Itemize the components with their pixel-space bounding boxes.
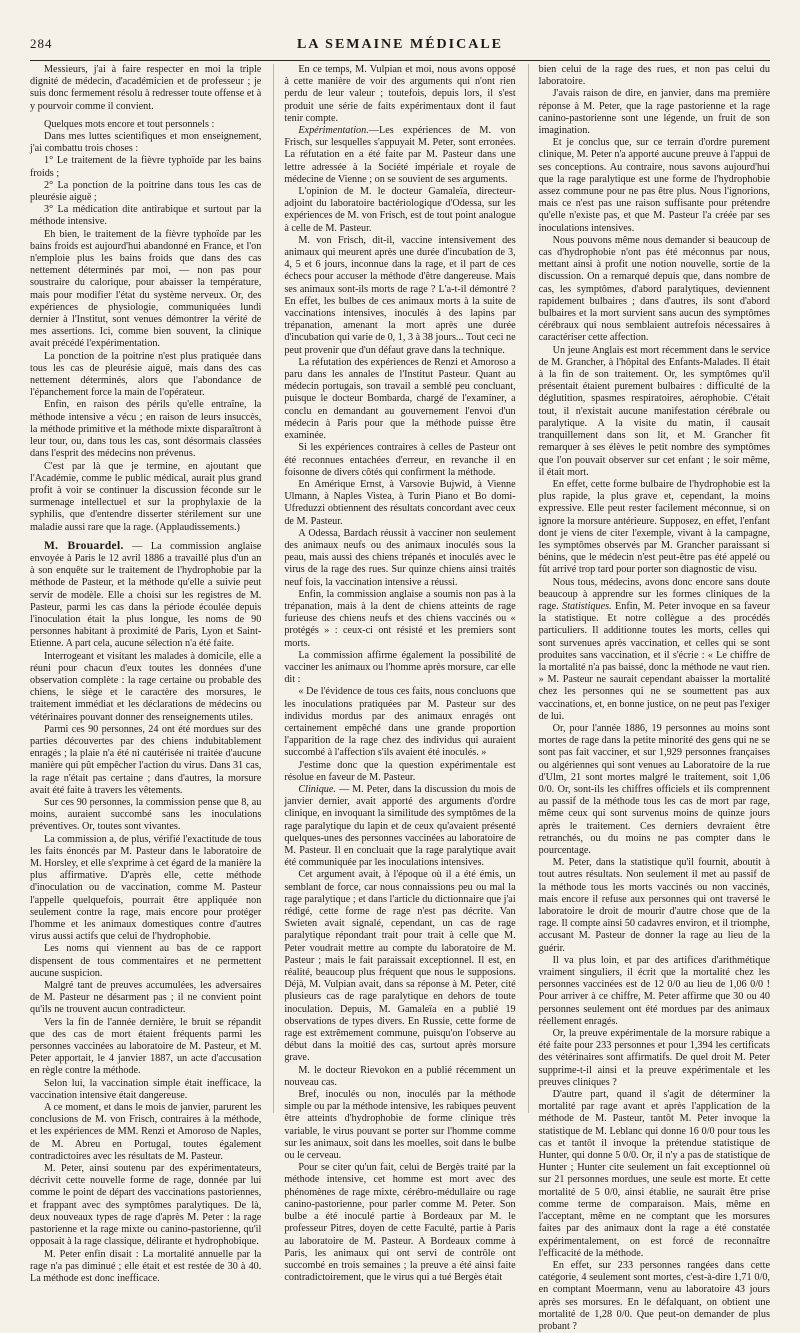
section-text: —Les expériences de M. von Frisch, sur lesquelles s'appuyait M. Peter, sont erronées. La réfutation en a été faite par M. Pasteur dans une lettre adressée à la Société impériale et royale de médecine de Vienne ; on se souvient de ses arguments. (284, 125, 516, 185)
paragraph: Nous pouvons même nous demander si beaucoup de cas d'hydrophobie n'ont pas été méconnus par nous, mettant ainsi à profit une notion nouvelle, sortie de la discussion. On a remarqué depuis que, dans nombre de cas, les symptômes, d'abord paralytiques, deviennent rapidement bulbaires ; dans d'autres, ils sont d'abord bulbaires et la mort survient sans aucun des symptômes cérébraux qui nous semblaient autrefois nécessaires à caractériser cette affection. (538, 234, 770, 344)
paragraph: Enfin, la commission anglaise a soumis non pas à la trépanation, mais à la dent de chiens atteints de rage furieuse des chiens neufs et des chiens vaccinés ou « protégés » : ceux-ci ont résisté et les premiers sont morts. (284, 588, 516, 649)
paragraph: Enfin, en raison des périls qu'elle entraîne, la méthode intensive a vécu ; en raison de leurs insuccès, la méthode primitive et la méthode mixte disparaîtront à leur tour, ou, dans tous les cas, sont désormais classées dans l'esprit des médecins non prévenus. (30, 399, 262, 460)
paragraph: La réfutation des expériences de Renzi et Amoroso a paru dans les annales de l'Institut Pasteur. Quant au médecin portugais, son travail a semblé peu concluant, puisque le docteur Bombarda, chargé de l'examiner, a conclu en demandant au gouvernement l'envoi d'un médecin à Paris pour que la méthode puisse être examinée. (284, 356, 516, 442)
paragraph: Bref, inoculés ou non, inoculés par la méthode simple ou par la méthode intensive, les rabiques peuvent être atteints d'hydrophobie de forme clinique très variable, le virus pouvant se porter sur l'homme comme sur les animaux, soit dans les moelles, soit dans le bulbe ou le cerveau. (284, 1089, 516, 1162)
column-2 (273, 64, 516, 1284)
column-3 (528, 64, 770, 1332)
paragraph: bien celui de la rage des rues, et non pas celui du laboratoire. (538, 64, 770, 88)
paragraph: La commission affirme également la possibilité de vacciner les animaux ou l'homme après morsure, car elle dit : (284, 649, 516, 686)
paragraph: Messieurs, j'ai à faire respecter en moi la triple dignité de médecin, d'académicien et de professeur ; je suis donc fermement résolu à redresser toute offense et à y pourvoir comme il convient. (30, 64, 262, 112)
paragraph: Malgré tant de preuves accumulées, les adversaires de M. Pasteur ne désarment pas ; il ne convient point qu'ils ne trouvent aucun contradicteur. (30, 980, 262, 1016)
paragraph: J'avais raison de dire, en janvier, dans ma première réponse à M. Peter, que la rage pastorienne et la rage canino-pastorienne sont une légende, un fruit de son imagination. (538, 88, 770, 137)
speech-text: — La commission anglaise envoyée à Paris le 12 avril 1886 a travaillé plus d'un an à son enquête sur le traitement de l'hydrophobie par la méthode de Pasteur, et la méthode qu'elle a suivie peut servir de modèle. Elle a choisi sur les registres de M. Pasteur, parmi les cas dans la période écoulée depuis l'inoculation était la plus longue, les noms de 90 personnes habitant à proximité de Paris, Lyon et Saint-Etienne. A part cela, aucune sélection n'a été faite. (30, 540, 262, 650)
paragraph: M. Peter enfin disait : La mortalité annuelle par la rage n'a pas diminué ; elle était et est restée de 30 à 40. La méthode est donc inefficace. (30, 1248, 262, 1284)
paragraph: Si les expériences contraires à celles de Pasteur ont été reconnues entachées d'erreur, en revanche il en foisonne de divers côtés qui confirment la méthode. (284, 442, 516, 478)
paragraph: En effet, cette forme bulbaire de l'hydrophobie est la plus rapide, la plus grave et, cependant, la moins expressive. Elle peut rester facilement méconnue, si on ignore la morsure antérieure. Supposez, en effet, l'enfant dont je viens de citer l'exemple, vivant à la campagne, les symptômes observés par M. Grancher paraissant si bénins, que le médecin n'est peut-être pas été appelé ou fût arrivé trop tard pour porter son diagnostic de visu. (538, 478, 770, 576)
speaker-paragraph (30, 540, 261, 651)
speaker-name: M. Brouardel. (44, 539, 124, 552)
column-1 (30, 64, 262, 1284)
quotation: « De l'évidence de tous ces faits, nous concluons que les inoculations pratiquées par M. Pasteur sur des individus mordus par des animaux enragés ont certainement empêché dans une grande proportion l'apparition de la rage chez des individus qui auraient succombé à l'affection s'ils avaient été inoculés. » (284, 686, 516, 759)
paragraph: C'est par là que je termine, en ajoutant que l'Académie, comme le public médical, aurait plus grand profit à voir se continuer la discussion féconde sur le surmenage intellectuel et sur la prophylaxie de la syphilis, que d'entendre disserter stérilement sur une maladie aussi rare que la rage. (Applaudissements.) (30, 460, 262, 533)
paragraph: Dans mes luttes scientifiques et mon enseignement, j'ai combattu trois choses : (30, 131, 262, 155)
section-lead: Statistiques. (562, 600, 612, 612)
paragraph: En Amérique Ernst, à Varsovie Bujwid, à Vienne Ulmann, à Naples Vistea, à Turin Piano et Bo domi-Ufreduzzi obtiennent des résultats concordant avec ceux de M. Pasteur. (284, 478, 516, 527)
paragraph: Et je conclus que, sur ce terrain d'ordre purement clinique, M. Peter n'a apporté aucune preuve à l'appui de ses conceptions. Au contraire, nous savons aujourd'hui que la rage paralytique est une forme de l'hydrophobie assez commune pour ne pas être plus. Nous l'ignorions, mais ce n'est pas une raison suffisante pour prétendre qu'elle n'existe pas, et que M. Pasteur l'a créée par ses inoculations intensives. (538, 137, 770, 234)
section-paragraph (284, 784, 515, 869)
paragraph: Interrogeant et visitant les malades à domicile, elle a réuni pour chacun d'eux toutes les données d'une observation complète : la rage certaine ou probable des chiens, le siège et le caractère des morsures, le traitement immédiat et les déclarations de médecins ou vétérinaires pouvant donner des renseignements utiles. (30, 650, 262, 723)
paragraph: M. Peter, dans la statistique qu'il fournit, aboutit à tout autres résultats. Non seulement il met au passif de la méthode tous les morts vaccinés ou non vaccinés, mais encore il refuse aux personnes qui ont traversé le laboratoire le droit de mourir d'autre chose que de la rage. Il compte ainsi 50 cadavres environ, et il triomphe, accusant M. Pasteur de donner la rage au lieu de la guérir. (538, 857, 770, 954)
paragraph: J'estime donc que la question expérimentale est résolue en faveur de M. Pasteur. (284, 759, 516, 783)
paragraph: 1° Le traitement de la fièvre typhoïde par les bains froids ; (30, 155, 262, 179)
section-lead: Clinique. (298, 783, 336, 795)
paragraph: 3° La médication dite antirabique et surtout par la méthode intensive. (30, 204, 262, 228)
paragraph: A Odessa, Bardach réussit à vacciner non seulement des animaux neufs ou des animaux inoculés sous la peau, mais aussi des chiens trépanés et inoculés avec le virus de la rage des rues. Sur quinze chiens ainsi traités neuf fois, la vaccination intensive a réussi. (284, 527, 516, 588)
section-text: Enfin, M. Peter invoque en sa faveur la statistique. Et notre collègue a des procédés particuliers. Il additionne toutes les morts, celles qui sont survenues après vaccination, et celles qui se sont produites sans vaccination, et il s'écrie : « Le chiffre de la mortalité n'a pas baissé, donc la méthode ne vaut rien. » M. Pasteur ne saurait cependant abaisser la mortalité chez les personnes qui ne se soumettent pas aux vaccinations, et, en bonne justice, on ne peut pas l'exiger de lui. (538, 600, 770, 722)
paragraph (539, 577, 770, 723)
paragraph: M. Peter, ainsi soutenu par des expérimentateurs, décrivit cette nouvelle forme de rage, donnée par lui comme le point de départ des vaccinations pastoriennes, et frappant avec des symptômes paralytiques. De là, deux nouveaux types de rage d'après M. Peter : la rage pastorienne et la rage mixte ou canino-pastorienne, qu'il opposait à la rage classique, délirante et hydrophobique. (30, 1163, 262, 1248)
paragraph: Il va plus loin, et par des artifices d'arithmétique vraiment singuliers, il écrit que la mortalité chez les personnes vaccinées est de 12 0/0 au lieu de 1,06 0/0 ! Pour arriver à ce chiffre, M. Peter affirme que 30 ou 40 personnes seulement ont été mordues par des animaux réellement enragés. (538, 954, 770, 1027)
paragraph: D'autre part, quand il s'agit de déterminer la mortalité par rage avant et après l'application de la méthode de M. Pasteur, tantôt M. Peter invoque la statistique de M. Leblanc qui donne 16 0/0 pour tous les cas et tantôt il invoque la prétendue statistique de Hunter, qui donne 5 0/0. Or, il n'y a pas de statistique de Hunter ; Hunter cite seulement un fait exceptionnel où sur 21 personnes mordues, une seule est morte. Et cette mortalité de 5 0/0, ainsi établie, ne saurait être prise comme terme de comparaison. Mais, même en l'acceptant, même en ne comptant que les morsures faites par des animaux dont la rage a été constatée expérimentalement, on est forcé de reconnaître l'efficacité de la méthode. (538, 1089, 770, 1259)
section-lead: Expérimentation. (298, 125, 369, 137)
paragraph: Selon lui, la vaccination simple était inefficace, la vaccination intensive était dangereuse. (30, 1077, 262, 1101)
paragraph: Pour se citer qu'un fait, celui de Bergès traité par la méthode intensive, cet homme est mort avec des phénomènes de rage mixte, cérébro-médullaire ou rage canino-pastorienne, pour parler comme M. Peter. Son bulbe a été inoculé partie à Bordeaux par M. le professeur Pitres, doyen de cette Faculté, partie à Paris au laboratoire de M. Pasteur. A Bordeaux comme à Paris, les animaux qui ont servi de contrôle ont succombé en trois semaines ; la preuve a été ainsi faite contradictoirement, que le virus qui a tué Bergès était (284, 1162, 516, 1284)
paragraph: Un jeune Anglais est mort récemment dans le service de M. Grancher, à l'hôpital des Enfants-Malades. Il était à la fin de son traitement. Or, les symptômes qu'il présentait étaient purement bulbaires : difficulté de la déglutition, spasmes respiratoires, aérophobie. C'était tout, il n'existait aucune manifestation cérébrale ou paralytique. A la visite du matin, il causait tranquillement dans son lit, et M. Grancher fit remarquer à ses élèves le petit nombre des symptômes que l'on pouvait observer sur cet enfant ; le soir même, il était mort. (538, 344, 770, 478)
paragraph: M. le docteur Rievokon en a publié récemment un nouveau cas. (284, 1064, 516, 1088)
paragraph: Parmi ces 90 personnes, 24 ont été mordues sur des parties découvertes par des chiens indubitablement enragés ; la plaie n'a été ni cautérisée ni traitée d'aucune manière qui pût empêcher l'action du virus. Dans 31 cas, la rage n'était pas certaine ; dans d'autres, la morsure avait été faite à travers les vêtements. (30, 723, 262, 796)
paragraph: Cet argument avait, à l'époque où il a été émis, un semblant de force, car nous connaissions peu ou mal la rage paralytique ; et dans l'article du dictionnaire que j'ai rédigé, cette forme de rage n'est pas décrite. Van Swieten avait signalé, cependant, un cas de rage paralytique répondant trait pour trait à celle que M. Peter voudrait mettre au compte du laboratoire de M. Pasteur ; mais le fait paraissait exceptionnel. Il est, en réalité, beaucoup plus fréquent que nous le supposions. Déjà, M. Vulpian avait, dans sa réponse à M. Peter, cité plusieurs cas de rage paralytique en dehors de toute inoculation. Depuis, M. Gamaleïa en a publié 19 observations de types divers. En Russie, cette forme de rage est extrêmement commune, puisqu'on l'observe au début dans la moitié des cas, surtout après morsure grave. (284, 869, 516, 1064)
page-header (30, 36, 770, 56)
page-number: 284 (30, 36, 53, 51)
paragraph: En effet, sur 233 personnes rangées dans cette catégorie, 4 seulement sont mortes, c'est-à-dire 1,71 0/0, en comptant Moermann, venu au laboratoire 43 jours après ses morsures. En le défalquant, on obtient une mortalité de 1,28 0/0. Que peut-on demander de plus probant ? (538, 1259, 770, 1332)
paragraph: A ce moment, et dans le mois de janvier, parurent les conclusions de M. von Frisch, contraires à la méthode, et les expériences de MM. Renzi et Amoroso de Naples, de M. Abreu en Portugal, toutes également contradictoires avec les résultats de M. Pasteur. (30, 1102, 262, 1162)
paragraph: Les noms qui viennent au bas de ce rapport dispensent de tous commentaires et ne permettent aucune suspicion. (30, 943, 262, 979)
paragraph: Quelques mots encore et tout personnels : (44, 118, 215, 130)
section-paragraph (284, 125, 515, 186)
paragraph: Or, la preuve expérimentale de la morsure rabique a été faite pour 233 personnes et pour 1,394 les certificats des vétérinaires sont affirmatifs. De quel droit M. Peter supprime-t-il ainsi et la preuve expérimentale et les preuves cliniques ? (538, 1028, 770, 1088)
paragraph: Eh bien, le traitement de la fièvre typhoïde par les bains froids est aujourd'hui abandonné en France, et l'on n'emploie plus les bains froids que dans des cas nettement déterminés par moi, — non pas pour soustraire du calorique, pour abaisser la température, mais pour modifier l'état du système nerveux. Or, des expériences de physiologie, communiquées lundi dernier à l'Institut, sont venues démontrer la vérité de mes assertions. Ici, comme bien souvent, la clinique avait précédé l'expérimentation. (30, 228, 262, 350)
paragraph: 2° La ponction de la poitrine dans tous les cas de pleurésie aiguë ; (30, 179, 262, 204)
paragraph: L'opinion de M. le docteur Gamaleïa, directeur-adjoint du laboratoire bactériologique d'Odessa, sur les expériences de M. von Frisch, est de tout point analogue à celle de M. Pasteur. (284, 186, 516, 234)
paragraph: En ce temps, M. Vulpian et moi, nous avons opposé à cette manière de voir des arguments qui n'ont rien perdu de leur valeur ; toutefois, depuis lors, il s'est produit une série de faits expérimentaux dont il faut tenir compte. (284, 64, 516, 124)
paragraph: La commission a, de plus, vérifié l'exactitude de tous les faits énoncés par M. Pasteur dans le laboratoire de M. Horsley, et elle s'exprime à cet égard de la manière la plus affirmative. D'après elle, cette méthode d'inoculation ou de vaccination, comme M. Pasteur l'appelle quelquefois, pourrait être appliquée non seulement contre la rage, mais encore pour protéger l'homme et les animaux domestiques contre d'autres virus aussi actifs que celui de l'hydrophobie. (30, 833, 262, 943)
paragraph-text: Nous tous, médecins, avons donc encore sans doute beaucoup à apprendre sur les formes cliniques de la rage. (538, 576, 770, 612)
paragraph: Vers la fin de l'année dernière, le bruit se répandit que des cas de mort étaient fréquents parmi les personnes vaccinées au laboratoire de M. Pasteur, et M. Peter apportait, le 4 janvier 1887, un acte d'accusation en règle contre la méthode. (30, 1016, 262, 1077)
journal-title: LA SEMAINE MÉDICALE (296, 37, 504, 52)
paragraph: Sur ces 90 personnes, la commission pense que 8, au moins, auraient succombé sans les inoculations préventives. Or, toutes sont vivantes. (30, 796, 262, 833)
header-rule (30, 60, 770, 61)
paragraph: Or, pour l'année 1886, 19 personnes au moins sont mortes de rage dans la petite minorité des gens qui ne se sont pas fait vacciner, et sur 1,929 personnes françaises ou algériennes qui sont venues au Laboratoire de la rue d'Ulm, 21 sont mortes malgré le traitement, soit 1,06 0/0. Or, sont-ils les chiffres officiels et ils comprennent au passif de la méthode tous les cas de mort par rage, même ceux qui sont survenus moins de quinze jours après le traitement. Ces derniers devraient être retranchés, ou du moins ne pas compter dans le pourcentage. (538, 722, 770, 856)
article-columns (30, 64, 770, 1332)
paragraph: La ponction de la poitrine n'est plus pratiquée dans tous les cas de pleurésie aiguë, mais dans des cas nettement déterminés, alors que l'abondance de l'épanchement force la main de l'opérateur. (30, 350, 262, 399)
paragraph: M. von Frisch, dit-il, vaccine intensivement des animaux qui meurent après une durée d'incubation de 3, 4, 5 et 6 jours, inconnue dans la rage, et il part de ces échecs pour accuser la méthode d'être dangereuse. Mais ses animaux sont-ils morts de rage ? L'a-t-il démontré ? En effet, les bulbes de ces animaux morts à la suite de vaccinations intensives, inoculés à des lapins par trépanation, amenant la mort après une durée d'incubation qui varie de 0, 1, 3 à 38 jours... Tout ceci ne peut provenir que d'un défaut grave dans la technique. (284, 234, 516, 356)
section-text: — M. Peter, dans la discussion du mois de janvier dernier, avait apporté des arguments d'ordre clinique, en invoquant la similitude des symptômes de la rage paralytique du lapin et de ceux qu'avaient présenté quelques-unes des personnes vaccinées au laboratoire de M. Pasteur. Il en concluait que la rage paralytique avait été communiquée par les inoculations intensives. (284, 783, 516, 869)
